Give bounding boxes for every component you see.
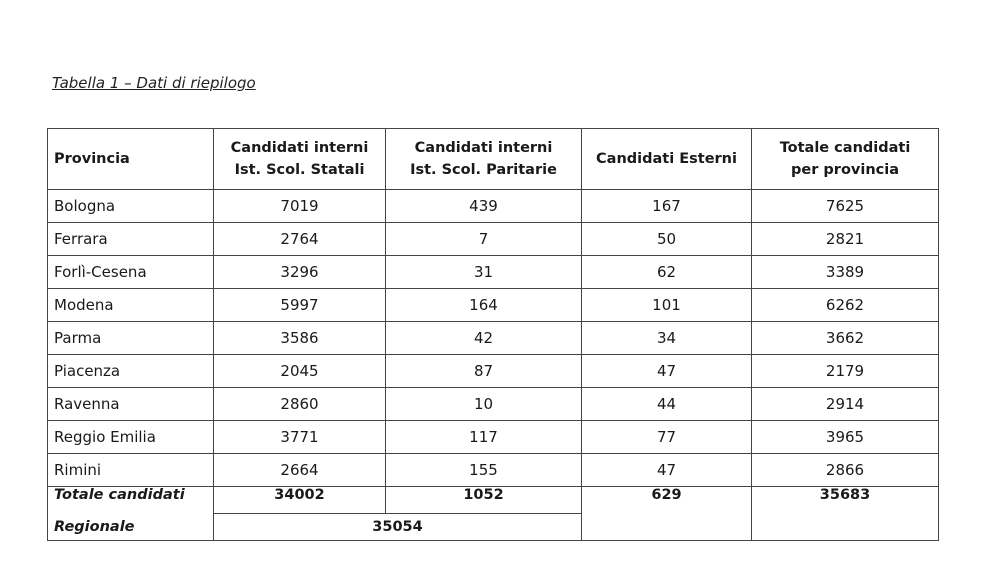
table-row — [48, 289, 939, 322]
cell-provincia: Forlì-Cesena — [48, 256, 214, 289]
cell-provincia: Ferrara — [48, 223, 214, 256]
totals-row — [48, 487, 939, 514]
cell-totale: 2866 — [752, 454, 939, 487]
cell-esterni: 101 — [582, 289, 752, 322]
table-row — [48, 223, 939, 256]
cell-provincia: Parma — [48, 322, 214, 355]
cell-esterni: 50 — [582, 223, 752, 256]
cell-paritarie: 164 — [386, 289, 582, 322]
cell-totale: 3389 — [752, 256, 939, 289]
cell-statali: 3296 — [214, 256, 386, 289]
cell-provincia: Modena — [48, 289, 214, 322]
totals-interni-combined: 35054 — [214, 514, 582, 541]
table-caption: Tabella 1 – Dati di riepilogo — [52, 74, 256, 92]
header-esterni: Candidati Esterni — [582, 129, 752, 190]
totals-esterni: 629 — [582, 487, 752, 541]
cell-provincia: Bologna — [48, 190, 214, 223]
cell-statali: 2045 — [214, 355, 386, 388]
table-row — [48, 322, 939, 355]
header-provincia: Provincia — [48, 129, 214, 190]
cell-esterni: 62 — [582, 256, 752, 289]
cell-provincia: Rimini — [48, 454, 214, 487]
cell-statali: 2860 — [214, 388, 386, 421]
cell-paritarie: 42 — [386, 322, 582, 355]
table-row — [48, 190, 939, 223]
header-interni-paritarie: Candidati interni Ist. Scol. Paritarie — [386, 129, 582, 190]
totals-totale: 35683 — [752, 487, 939, 541]
table-row — [48, 256, 939, 289]
cell-totale: 7625 — [752, 190, 939, 223]
cell-statali: 3771 — [214, 421, 386, 454]
cell-esterni: 167 — [582, 190, 752, 223]
cell-esterni: 77 — [582, 421, 752, 454]
cell-statali: 3586 — [214, 322, 386, 355]
cell-paritarie: 117 — [386, 421, 582, 454]
cell-statali: 2764 — [214, 223, 386, 256]
cell-esterni: 44 — [582, 388, 752, 421]
cell-totale: 3965 — [752, 421, 939, 454]
cell-provincia: Piacenza — [48, 355, 214, 388]
cell-totale: 2914 — [752, 388, 939, 421]
cell-totale: 6262 — [752, 289, 939, 322]
cell-provincia: Ravenna — [48, 388, 214, 421]
cell-paritarie: 87 — [386, 355, 582, 388]
totals-label-2: Regionale — [48, 514, 214, 541]
cell-esterni: 47 — [582, 355, 752, 388]
totals-statali: 34002 — [214, 487, 386, 514]
cell-esterni: 47 — [582, 454, 752, 487]
cell-totale: 2179 — [752, 355, 939, 388]
cell-statali: 2664 — [214, 454, 386, 487]
cell-paritarie: 31 — [386, 256, 582, 289]
table-row — [48, 355, 939, 388]
cell-provincia: Reggio Emilia — [48, 421, 214, 454]
cell-paritarie: 155 — [386, 454, 582, 487]
header-interni-statali: Candidati interni Ist. Scol. Statali — [214, 129, 386, 190]
summary-table — [47, 128, 939, 541]
cell-statali: 5997 — [214, 289, 386, 322]
cell-esterni: 34 — [582, 322, 752, 355]
cell-totale: 2821 — [752, 223, 939, 256]
totals-paritarie: 1052 — [386, 487, 582, 514]
header-row — [48, 129, 939, 190]
cell-totale: 3662 — [752, 322, 939, 355]
table-row — [48, 388, 939, 421]
table-row — [48, 421, 939, 454]
cell-paritarie: 7 — [386, 223, 582, 256]
table-row — [48, 454, 939, 487]
cell-statali: 7019 — [214, 190, 386, 223]
cell-paritarie: 439 — [386, 190, 582, 223]
header-totale: Totale candidati per provincia — [752, 129, 939, 190]
cell-paritarie: 10 — [386, 388, 582, 421]
totals-label: Totale candidati — [48, 487, 214, 514]
